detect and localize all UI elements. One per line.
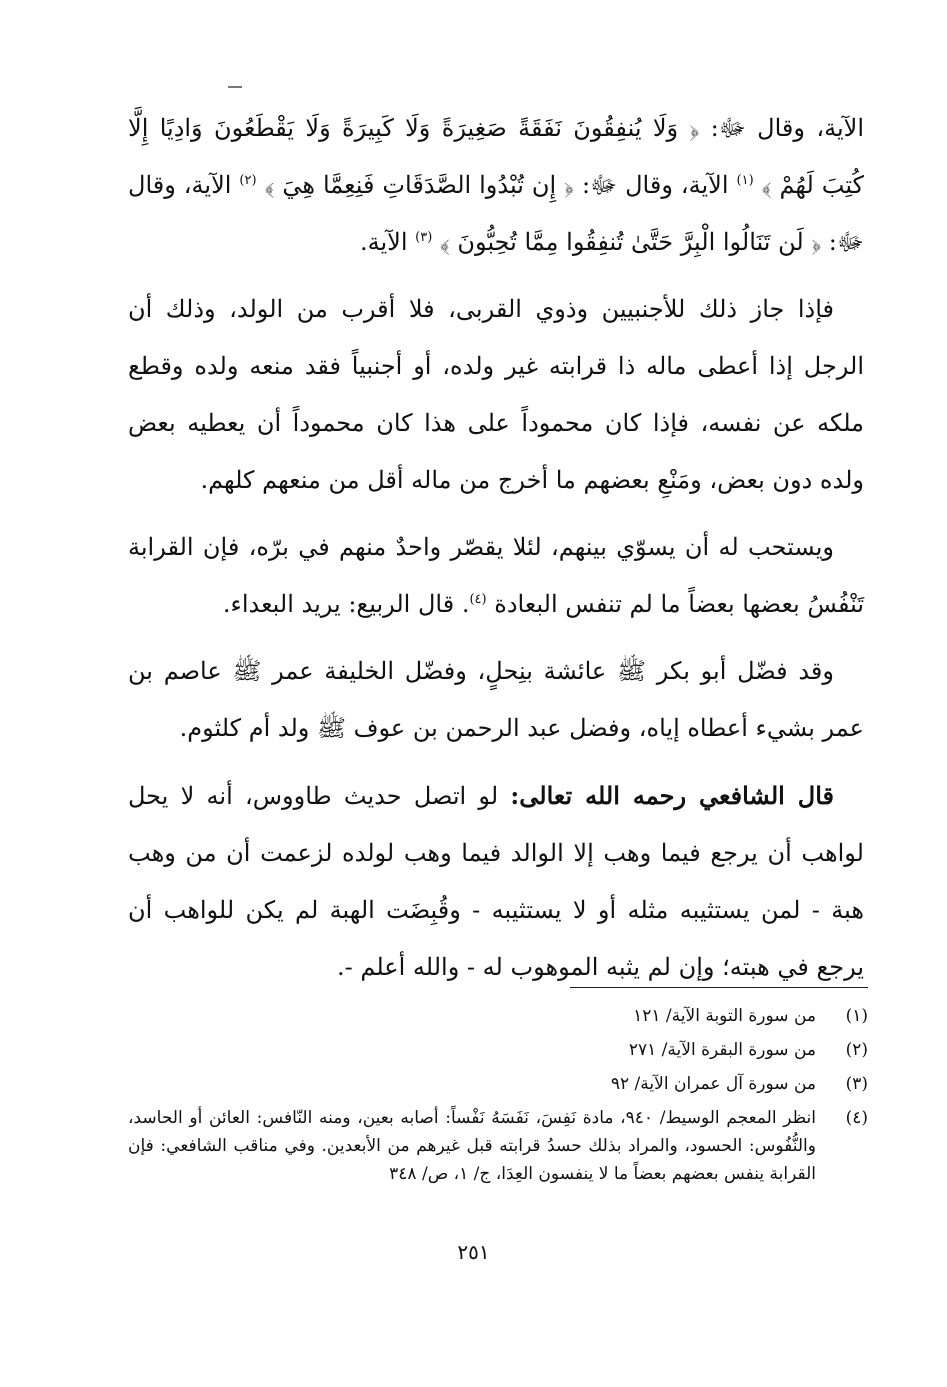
p4-text: وقد فضّل أبو بكر ﷺ عائشة بنِحلٍ، وفضّل الخليفة عمر ﷺ عاصم بن عمر بشيء أعطاه إياه، وفضل عبد الرحمن بن عوف ﷺ ولد أم كلثوم. [128, 657, 864, 742]
footnote-4 [128, 1104, 868, 1188]
footnote-separator [570, 987, 868, 988]
p1-line-4: الآية، وقال ﷻ: ﴿ لَن تَنَالُوا الْبِرَّ حَتَّىٰ تُنفِقُوا مِمَّا تُحِبُّونَ ﴾ [128, 171, 864, 256]
footnote-number: (٣) [845, 1074, 868, 1094]
footnote-3 [128, 1070, 868, 1098]
p3-text-a: ويستحب له أن يسوّي بينهم، لئلا يقصّر واحدٌ منهم في برّه، فإن القرابة تَنْفُسُ بعضها بعضاً ما لم تنفس البعادة [128, 533, 864, 618]
footnote-ref-1: (١) [736, 173, 754, 188]
footnote-ref-4: (٤) [469, 592, 487, 607]
page-number: ٢٥١ [457, 1240, 490, 1264]
footnote-number: (١) [845, 1006, 868, 1026]
footnote-ref-3: (٣) [415, 230, 433, 245]
p1-line-2: إِلَّا كُتِبَ لَهُمْ ﴾ [128, 114, 864, 199]
footnote-text: انظر المعجم الوسيط/ ٩٤٠، مادة نَفِسَ، نَفَسَهُ نَفْساً: أصابه بعين، ومنه النّافس: العائن أو الحاسد، والنُّفُوس: الحسود، والمراد بذلك حسدُ قرابته قبل غيرهم من الأبعدين. وفي مناقب الشافعي: فإن القرابة ينفس بعضهم بعضاً ما لا ينفسون العِدَا، ج/ ١، ص/ ٣٤٨ [128, 1108, 816, 1184]
footnote-2 [128, 1036, 868, 1064]
paragraph-3 [128, 519, 864, 633]
footnote-text: من سورة آل عمران الآية/ ٩٢ [610, 1074, 816, 1094]
p2-text: فإذا جاز ذلك للأجنبيين وذوي القربى، فلا أقرب من الولد، وذلك أن الرجل إذا أعطى ماله ذا قرابته غير ولده، أو أجنبياً فقد منعه ولده وقطع ملكه عن نفسه، فإذا كان محموداً على هذا كان محموداً أن يعطيه بعض ولده دون بعض، ومَنْعِ بعضهم ما أخرج من ماله أقل من منعهم كلهم. [128, 295, 864, 494]
footnote-1 [128, 1002, 868, 1030]
p1-line-3: الآية، وقال ﷻ: ﴿ إِن تُبْدُوا الصَّدَقَاتِ فَنِعِمَّا هِيَ ﴾ [264, 171, 729, 199]
footnotes [128, 1002, 868, 1194]
footnote-number: (٤) [845, 1108, 868, 1128]
footnote-text: من سورة البقرة الآية/ ٢٧١ [628, 1040, 816, 1060]
p1-line-5: الآية. [359, 228, 408, 256]
p5-lead: قال الشافعي رحمه الله تعالى: [510, 781, 834, 810]
paragraph-5 [128, 767, 864, 996]
footnote-ref-2: (٢) [239, 173, 257, 188]
paragraph-1 [128, 100, 864, 271]
paragraph-4 [128, 643, 864, 757]
main-text [128, 100, 864, 1006]
p5-text: لو اتصل حديث طاووس، أنه لا يحل لواهب أن يرجع فيما وهب إلا الوالد فيما وهب لولده لزعمت أن من وهب هبة - لمن يستثيبه مثله أو لا يستثيبه - وقُبِضَت الهبة لم يكن للواهب أن يرجع في هبته؛ وإن لم يثبه الموهوب له - والله أعلم -. [128, 782, 864, 981]
p1-line-1: الآية، وقال ﷻ: ﴿ وَلَا يُنفِقُونَ نَفَقَةً صَغِيرَةً وَلَا كَبِيرَةً وَلَا يَقْطَعُونَ وَادِيًا [159, 114, 864, 142]
paragraph-2 [128, 281, 864, 509]
header-dash [228, 86, 242, 88]
footnote-text: من سورة التوبة الآية/ ١٢١ [633, 1006, 816, 1026]
footnote-number: (٢) [845, 1040, 868, 1060]
p3-text-b: . قال الربيع: يريد البعداء. [222, 590, 470, 618]
